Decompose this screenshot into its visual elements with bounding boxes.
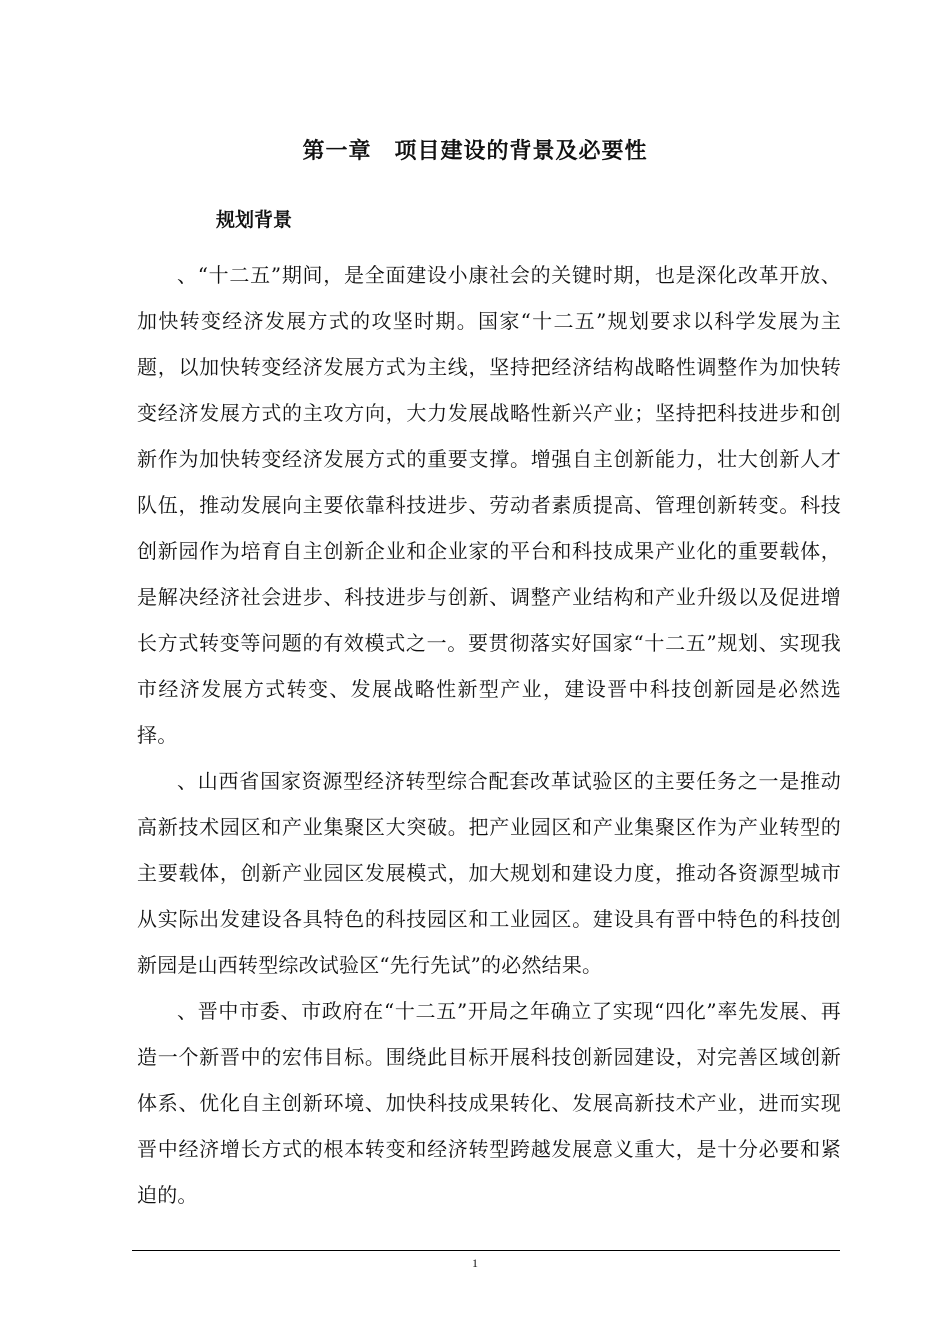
paragraph: 、山西省国家资源型经济转型综合配套改革试验区的主要任务之一是推动高新技术园区和产业集聚区大突破。把产业园区和产业集聚区作为产业转型的主要载体，创新产业园区发展模式，加大规划和建设力度，推动各资源型城市从实际出发建设各具特色的科技园区和工业园区。建设具有晋中特色的科技创新园是山西转型综改试验区“先行先试”的必然结果。: [137, 769, 841, 977]
paragraph: 、晋中市委、市政府在“十二五”开局之年确立了实现“四化”率先发展、再造一个新晋中的宏伟目标。围绕此目标开展科技创新园建设，对完善区域创新体系、优化自主创新环境、加快科技成果转化、发展高新技术产业，进而实现晋中经济增长方式的根本转变和经济转型跨越发展意义重大，是十分必要和紧迫的。: [137, 999, 841, 1207]
page-number: 1: [472, 1256, 478, 1270]
body-text: [137, 252, 841, 1218]
section-title: 规划背景: [216, 209, 293, 231]
paragraph: 、“十二五”期间，是全面建设小康社会的关键时期，也是深化改革开放、加快转变经济发展方式的攻坚时期。国家“十二五”规划要求以科学发展为主题，以加快转变经济发展方式为主线，坚持把经济结构战略性调整作为加快转变经济发展方式的主攻方向，大力发展战略性新兴产业；坚持把科技进步和创新作为加快转变经济发展方式的重要支撑。增强自主创新能力，壮大创新人才队伍，推动发展向主要依靠科技进步、劳动者素质提高、管理创新转变。科技创新园作为培育自主创新企业和企业家的平台和科技成果产业化的重要载体，是解决经济社会进步、科技进步与创新、调整产业结构和产业升级以及促进增长方式转变等问题的有效模式之一。要贯彻落实好国家“十二五”规划、实现我市经济发展方式转变、发展战略性新型产业，建设晋中科技创新园是必然选择。: [137, 263, 841, 747]
chapter-title: 第一章 项目建设的背景及必要性: [302, 139, 648, 164]
footer-divider: [132, 1250, 840, 1251]
